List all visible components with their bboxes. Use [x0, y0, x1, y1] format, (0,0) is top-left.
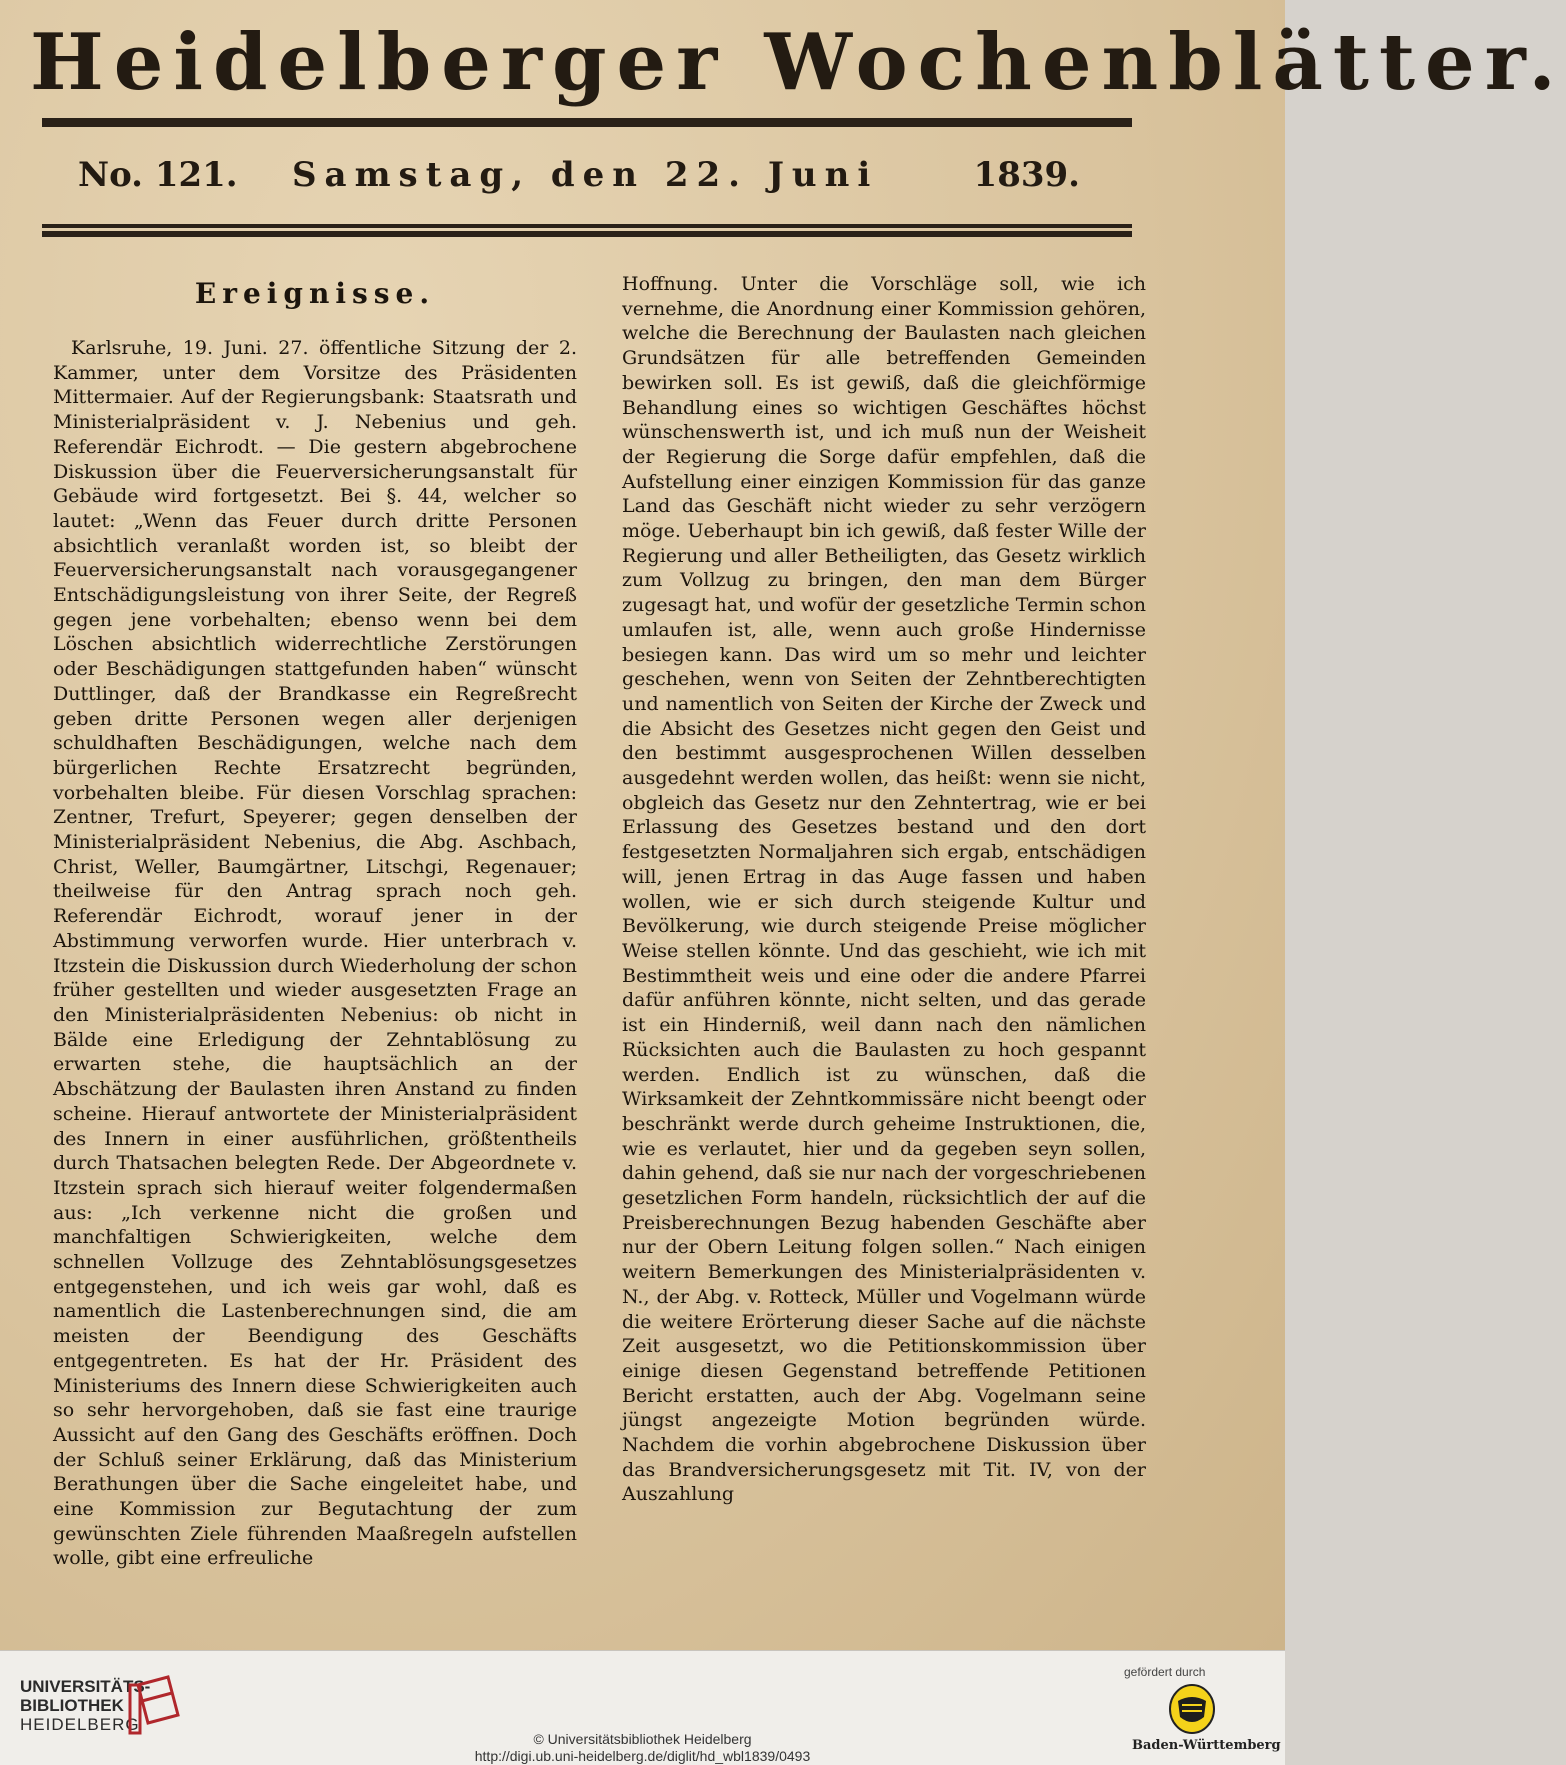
dateline-rule-thin: [42, 224, 1132, 228]
copyright-notice: © Universitätsbibliothek Heidelberg: [533, 1731, 752, 1747]
viewer-footer: [0, 1650, 1285, 1765]
library-name-line1: UNIVERSITÄTS-: [20, 1677, 151, 1696]
dateline: [42, 150, 1132, 200]
funder-name: Baden-Württemberg: [1132, 1738, 1281, 1753]
issue-number: No. 121.: [78, 155, 238, 195]
newspaper-title: Heidelberger Wochenblätter.: [30, 17, 1566, 108]
issue-date: Samstag, den 22. Juni: [292, 155, 879, 195]
funded-by-label: gefördert durch: [1124, 1665, 1206, 1679]
issue-year: 1839.: [973, 155, 1080, 195]
article-column-left: [53, 272, 577, 1571]
masthead-rule: [42, 118, 1132, 127]
baden-wuerttemberg-crest-icon[interactable]: [1168, 1683, 1216, 1735]
dateline-rule-thick: [42, 231, 1132, 237]
university-library-logo-icon[interactable]: [128, 1675, 180, 1737]
article-text-left: Karlsruhe, 19. Juni. 27. öffentliche Sitzung der 2. Kammer, unter dem Vorsitze des Präsidenten Mittermaier. Auf der Regierungsbank: Staatsrath und Ministerialpräsident v. J. Nebenius und geh. Referendär Eichrodt. — Die gestern abgebrochene Diskussion über die Feuerversicherungsanstalt für Gebäude wird fortgesetzt. Bei §. 44, welcher so lautet: „Wenn das Feuer durch dritte Personen absichtlich veranlaßt worden ist, so bleibt der Feuerversicherungsanstalt nach vorausgegangener Entschädigungsleistung von ihrer Seite, der Regreß gegen jene vorbehalten; ebenso wenn bei dem Löschen absichtlich widerrechtliche Zerstörungen oder Beschädigungen stattgefunden haben“ wünscht Duttlinger, daß der Brandkasse ein Regreßrecht geben dritte Personen wegen aller derjenigen schuldhaften Beschädigungen, welche nach dem bürgerlichen Rechte Ersatzrecht begründen, vorbehalten bleibe. Für diesen Vorschlag sprachen: Zentner, Trefurt, Speyerer; gegen denselben der Ministerialpräsident Nebenius, die Abg. Aschbach, Christ, Weller, Baumgärtner, Litschgi, Regenauer; theilweise für den Antrag sprach noch geh. Referendär Eichrodt, worauf jener in der Abstimmung verworfen wurde. Hier unterbrach v. Itzstein die Diskussion durch Wiederholung der schon früher gestellten und wieder ausgesetzten Frage an den Ministerialpräsidenten Nebenius: ob nicht in Bälde eine Erledigung der Zehntablösung zu erwarten stehe, die hauptsächlich an der Abschätzung der Baulasten ihren Anstand zu finden scheine. Hierauf antwortete der Ministerialpräsident des Innern in einer ausführlichen, größtentheils durch Thatsachen belegten Rede. Der Abgeordnete v. Itzstein sprach sich hierauf weiter folgendermaßen aus: „Ich verkenne nicht die großen und manchfaltigen Schwierigkeiten, welche dem schnellen Vollzuge des Zehntablösungsgesetzes entgegenstehen, und ich weis gar wohl, daß es namentlich die Lastenberechnungen sind, die am meisten der Beendigung des Geschäfts entgegentreten. Es hat der Hr. Präsident des Ministeriums des Innern diese Schwierigkeiten auch so sehr hervorgehoben, daß sie fast eine traurige Aussicht auf den Gang des Geschäfts eröffnen. Doch der Schluß seiner Erklärung, daß das Ministerium Berathungen über die Sache eingeleitet habe, und eine Kommission zur Begutachtung der zum gewünschten Ziele führenden Maaßregeln aufstellen wolle, gibt eine erfreuliche: [53, 337, 577, 1570]
library-name-line2: BIBLIOTHEK: [20, 1696, 124, 1715]
article-text-right: Hoffnung. Unter die Vorschläge soll, wie ich vernehme, die Anordnung einer Kommission gehören, welche die Berechnung der Baulasten nach gleichen Grundsätzen für alle betreffenden Gemeinden bewirken soll. Es ist gewiß, daß die gleichförmige Behandlung eines so wichtigen Geschäftes höchst wünschenswerth ist, und ich muß nun der Weisheit der Regierung die Sorge dafür empfehlen, daß die Aufstellung einer einzigen Kommission für das ganze Land das Geschäft nicht wieder zu sehr verzögern möge. Ueberhaupt bin ich gewiß, daß fester Wille der Regierung und aller Betheiligten, das Gesetz wirklich zum Vollzug zu bringen, den man dem Bürger zugesagt hat, und wofür der gesetzliche Termin schon umlaufen ist, alle, wenn auch große Hindernisse besiegen kann. Das wird um so mehr und leichter geschehen, wenn von Seiten der Zehntberechtigten und namentlich von Seiten der Kirche der Zweck und die Absicht des Gesetzes nicht gegen den Geist und den bestimmt ausgesprochenen Willen desselben ausgedehnt werden wollen, das heißt: wenn sie nicht, obgleich das Gesetz nur den Zehntertrag, wie er bei Erlassung des Gesetzes bestand und den dort festgesetzten Normaljahren sich ergab, entschädigen will, jenen Ertrag in das Auge fassen und haben wollen, wie er sich durch steigende Kultur und Bevölkerung, wie durch steigende Preise möglicher Weise stellen könnte. Und das geschieht, wie ich mit Bestimmtheit weis und eine oder die andere Pfarrei dafür anführen könnte, nicht selten, und das gerade ist ein Hinderniß, weil dann nach den nämlichen Rücksichten auch die Baulasten zu hoch gespannt werden. Endlich ist zu wünschen, daß die Wirksamkeit der Zehntkommissäre nicht beengt oder beschränkt werde durch geheime Instruktionen, die, wie es verlautet, hier und da gegeben seyn sollen, dahin gehend, daß sie nur nach der vorgeschriebenen gesetzlichen Form handeln, rücksichtlich der auf die Preisberechnungen Bezug habenden Geschäfte aber nur der Obern Leitung folgen sollen.“ Nach einigen weitern Bemerkungen des Ministerialpräsidenten v. N., der Abg. v. Rotteck, Müller und Vogelmann würde die weitere Erörterung dieser Sache auf die nächste Zeit ausgesetzt, wo die Petitionskommission über einige diesen Gegenstand betreffende Petitionen Bericht erstatten, auch der Abg. Vogelmann seine jüngst angezeigte Motion begründen würde. Nachdem die vorhin abgebrochene Diskussion über das Brandversicherungsgesetz mit Tit. IV, von der Auszahlung: [622, 273, 1146, 1506]
library-name-line3: HEIDELBERG: [20, 1715, 140, 1734]
article-column-right: [622, 272, 1146, 1507]
permalink[interactable]: http://digi.ub.uni-heidelberg.de/diglit/hd_wbl1839/0493: [474, 1748, 811, 1764]
section-heading: Ereignisse.: [194, 277, 436, 310]
